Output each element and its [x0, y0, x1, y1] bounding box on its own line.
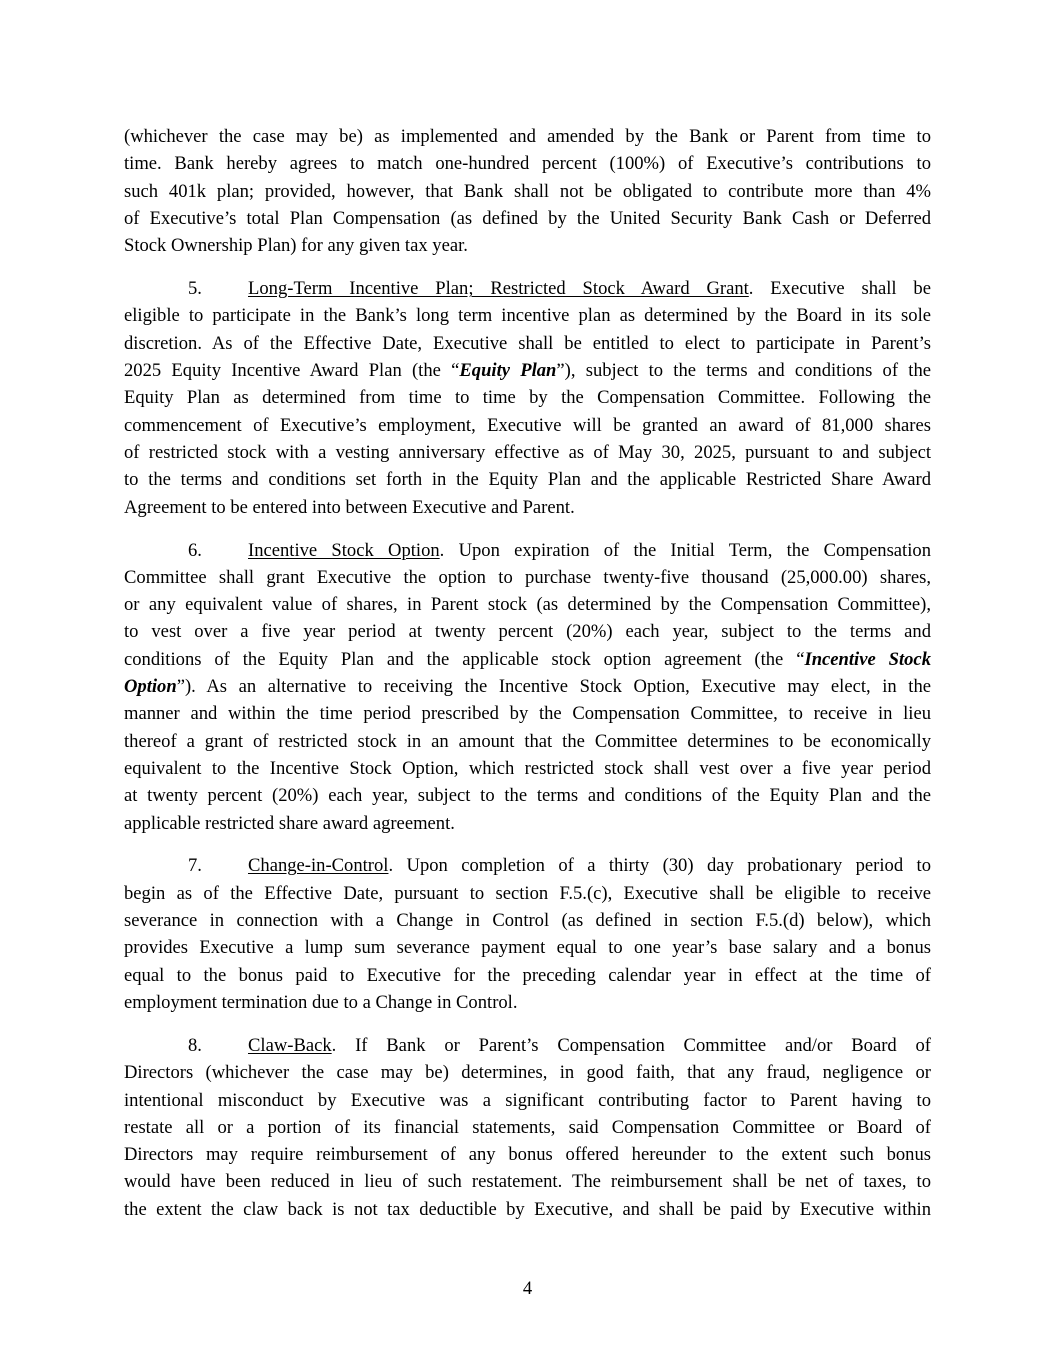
section-heading: Long-Term Incentive Plan; Restricted Stock Award Grant: [248, 278, 749, 300]
section-number: 7.: [188, 855, 202, 877]
text-line: [124, 412, 931, 439]
text-segment: ”), subject to the terms and conditions of the: [556, 360, 931, 382]
text-segment: at twenty percent (20%) each year, subject to the terms and conditions of the Equity Plan and the: [124, 785, 931, 807]
text-line: [124, 564, 931, 591]
section-8: [124, 1032, 931, 1223]
text-segment: commencement of Executive’s employment, Executive will be granted an award of 81,000 shares: [124, 414, 931, 436]
text-segment: manner and within the time period prescribed by the Compensation Committee, to receive in lieu: [124, 703, 931, 725]
defined-term: Equity Plan: [459, 360, 557, 382]
text-line: [124, 673, 931, 700]
text-segment: . Upon completion of a thirty (30) day probationary period to: [388, 855, 931, 877]
section-heading: Change-in-Control: [248, 855, 389, 877]
text-segment: intentional misconduct by Executive was a significant contributing factor to Parent having to: [124, 1089, 931, 1111]
text-line: [124, 150, 931, 177]
text-line: [124, 1141, 931, 1168]
text-line: [124, 275, 931, 302]
text-line: [124, 989, 931, 1016]
text-line: [124, 439, 931, 466]
text-segment: such 401k plan; provided, however, that Bank shall not be obligated to contribute more than 4%: [124, 180, 931, 202]
page-number: 4: [522, 1278, 533, 1299]
text-segment: thereof a grant of restricted stock in an amount that the Committee determines to be economically: [124, 730, 931, 752]
section-number: 8.: [188, 1034, 202, 1056]
text-line: [124, 1114, 931, 1141]
text-segment: of restricted stock with a vesting anniversary effective as of May 30, 2025, pursuant to and subject: [124, 441, 931, 463]
text-line: [124, 1032, 931, 1059]
text-segment: Directors (whichever the case may be) determines, in good faith, that any fraud, negligence or: [124, 1062, 931, 1084]
text-segment: or any equivalent value of shares, in Parent stock (as determined by the Compensation Committee),: [124, 594, 931, 616]
section-heading: Incentive Stock Option: [248, 539, 440, 561]
text-line: [124, 330, 931, 357]
text-segment: discretion. As of the Effective Date, Executive shall be entitled to elect to participate in Parent’s: [124, 332, 931, 354]
section-7: [124, 852, 931, 1016]
text-segment: to vest over a five year period at twenty percent (20%) each year, subject to the terms and: [124, 621, 931, 643]
section-number: 5.: [188, 278, 202, 300]
text-line: [124, 755, 931, 782]
text-line: [124, 700, 931, 727]
text-line: [124, 357, 931, 384]
text-line: [124, 646, 931, 673]
text-segment: . If Bank or Parent’s Compensation Committee and/or Board of: [331, 1034, 931, 1056]
text-segment: severance in connection with a Change in Control (as defined in section F.5.(d) below), which: [124, 910, 931, 932]
text-line: [124, 591, 931, 618]
document-body: [124, 123, 931, 1239]
text-segment: 2025 Equity Incentive Award Plan (the “: [124, 360, 460, 382]
text-line: [124, 537, 931, 564]
text-line: [124, 1196, 931, 1223]
text-segment: would have been reduced in lieu of such restatement. The reimbursement shall be net of taxes, to: [124, 1171, 931, 1193]
text-segment: ”). As an alternative to receiving the Incentive Stock Option, Executive may elect, in the: [176, 676, 931, 698]
text-segment: eligible to participate in the Bank’s long term incentive plan as determined by the Board in its sole: [124, 305, 931, 327]
text-line: [124, 205, 931, 232]
text-line: [124, 618, 931, 645]
section-6: [124, 537, 931, 837]
text-segment: Agreement to be entered into between Executive and Parent.: [124, 496, 575, 518]
text-line: [124, 728, 931, 755]
text-line: [124, 123, 931, 150]
text-line: [124, 810, 931, 837]
text-line: [124, 852, 931, 879]
text-segment: begin as of the Effective Date, pursuant to section F.5.(c), Executive shall be eligible to receive: [124, 882, 931, 904]
text-line: [124, 494, 931, 521]
text-segment: restate all or a portion of its financial statements, said Compensation Committee or Board of: [124, 1116, 931, 1138]
text-segment: . Executive shall be: [748, 278, 931, 300]
text-segment: time. Bank hereby agrees to match one-hundred percent (100%) of Executive’s contributions to: [124, 153, 931, 175]
text-segment: equal to the bonus paid to Executive for the preceding calendar year in effect at the time of: [124, 964, 931, 986]
text-segment: Committee shall grant Executive the option to purchase twenty-five thousand (25,000.00) shares,: [124, 566, 931, 588]
text-segment: equivalent to the Incentive Stock Option, which restricted stock shall vest over a five year period: [124, 757, 931, 779]
text-segment: to the terms and conditions set forth in the Equity Plan and the applicable Restricted Share Award: [124, 469, 931, 491]
text-segment: provides Executive a lump sum severance payment equal to one year’s base salary and a bonus: [124, 937, 931, 959]
text-segment: . Upon expiration of the Initial Term, the Compensation: [439, 539, 931, 561]
text-line: [124, 907, 931, 934]
defined-term: Incentive Stock: [804, 648, 931, 670]
text-segment: employment termination due to a Change in Control.: [124, 991, 518, 1013]
paragraph-continuation: [124, 123, 931, 259]
text-segment: applicable restricted share award agreement.: [124, 812, 455, 834]
text-line: [124, 1059, 931, 1086]
text-line: [124, 782, 931, 809]
text-segment: Directors may require reimbursement of any bonus offered hereunder to the extent such bonus: [124, 1144, 931, 1166]
text-line: [124, 466, 931, 493]
text-segment: of Executive’s total Plan Compensation (as defined by the United Security Bank Cash or Deferred: [124, 207, 931, 229]
defined-term: Option: [124, 676, 177, 698]
text-line: [124, 962, 931, 989]
text-line: [124, 880, 931, 907]
section-5: [124, 275, 931, 521]
text-segment: Equity Plan as determined from time to time by the Compensation Committee. Following the: [124, 387, 931, 409]
text-line: [124, 232, 931, 259]
text-segment: (whichever the case may be) as implemented and amended by the Bank or Parent from time to: [124, 126, 931, 147]
section-heading: Claw-Back: [248, 1034, 332, 1056]
text-segment: the extent the claw back is not tax deductible by Executive, and shall be paid by Executive within: [124, 1198, 931, 1220]
text-line: [124, 1087, 931, 1114]
text-segment: Stock Ownership Plan) for any given tax year.: [124, 235, 468, 257]
text-line: [124, 384, 931, 411]
text-segment: conditions of the Equity Plan and the applicable stock option agreement (the “: [124, 648, 805, 670]
section-number: 6.: [188, 539, 202, 561]
text-line: [124, 178, 931, 205]
text-line: [124, 1168, 931, 1195]
text-line: [124, 934, 931, 961]
text-line: [124, 302, 931, 329]
